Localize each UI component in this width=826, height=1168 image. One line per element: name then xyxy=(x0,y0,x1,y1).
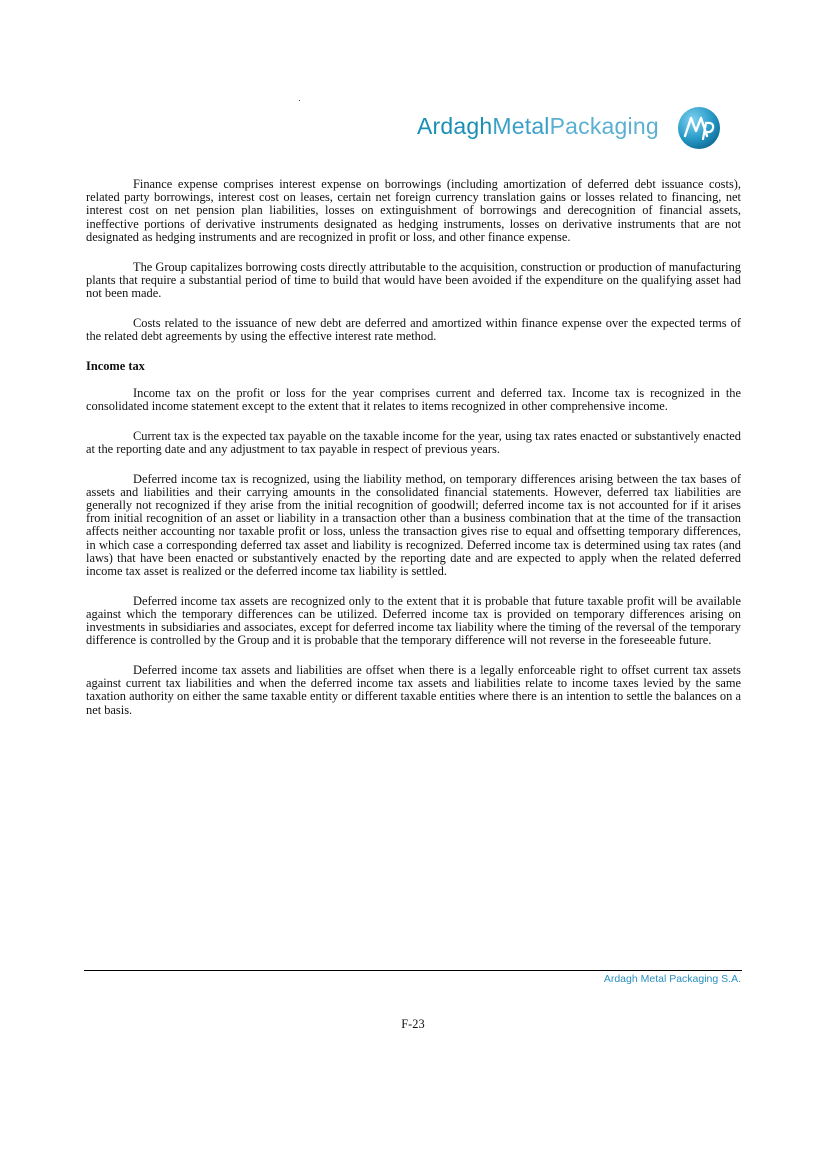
logo-word-ardagh: Ardagh xyxy=(417,113,493,139)
paragraph-deferred-tax-assets: Deferred income tax assets are recognized only to the extent that it is probable that future taxable profit will be available against which the temporary differences can be utilized. Deferred income tax is provided on temporary differences arising on investments in subsidiaries and associates, except for deferred income tax liability where the timing of the reversal of the temporary difference is controlled by the Group and it is probable that the temporary difference will not reverse in the foreseeable future. xyxy=(86,593,741,648)
paragraph-income-tax: Income tax on the profit or loss for the year comprises current and deferred tax. Income tax is recognized in the consolidated income statement except to the extent that it relates to items recognized in other comprehensive income. xyxy=(86,385,741,413)
paragraph-current-tax: Current tax is the expected tax payable on the taxable income for the year, using tax rates enacted or substantively enacted at the reporting date and any adjustment to tax payable in respect of previous years. xyxy=(86,428,741,456)
section-heading-income-tax: Income tax xyxy=(86,358,145,373)
logo-word-metal: Metal xyxy=(492,113,550,139)
logo-word-packaging: Packaging xyxy=(549,113,659,139)
footer-divider xyxy=(84,970,742,971)
paragraph-finance-expense: Finance expense comprises interest expense on borrowings (including amortization of deferred debt issuance costs), related party borrowings, interest cost on leases, certain net foreign currency translation gains or losses related to financing, net interest cost on net pension plan liabilities, losses on extinguishment of borrowings and derecognition of financial assets, ineffective portions of derivative instruments designated as hedging instruments, losses on derivative instruments that are not designated as hedging instruments and are recognized in profit or loss, and other finance expense. xyxy=(86,177,741,244)
paragraph-debt-issuance: Costs related to the issuance of new debt are deferred and amortized within finance expense over the expected terms of the related debt agreements by using the effective interest rate method. xyxy=(86,315,741,343)
footer-company-name: Ardagh Metal Packaging S.A. xyxy=(603,973,741,985)
stray-dot xyxy=(299,100,300,101)
paragraph-deferred-tax: Deferred income tax is recognized, using the liability method, on temporary differences arising between the tax bases of assets and liabilities and their carrying amounts in the consolidated financial statements. However, deferred tax liabilities are generally not recognized if they arise from the initial recognition of goodwill; deferred income tax is not accounted for if it arises from initial recognition of an asset or liability in a transaction other than a business combination that at the time of the transaction affects neither accounting nor taxable profit or loss, unless the transaction gives rise to equal and offsetting temporary differences, in which case a corresponding deferred tax asset and liability is recognized. Deferred income tax is determined using tax rates (and laws) that have been enacted or substantively enacted by the reporting date and are expected to apply when the related deferred income tax asset is realized or the deferred income tax liability is settled. xyxy=(86,471,741,578)
paragraph-offset: Deferred income tax assets and liabilities are offset when there is a legally enforceable right to offset current tax assets against current tax liabilities and when the deferred income tax assets and liabilities relate to income taxes levied by the same taxation authority on either the same taxable entity or different taxable entities where there is an intention to settle the balances on a net basis. xyxy=(86,662,741,717)
page-number: F-23 xyxy=(401,1017,425,1031)
paragraph-borrowing-costs: The Group capitalizes borrowing costs directly attributable to the acquisition, construction or production of manufacturing plants that require a substantial period of time to build that would have been avoided if the expenditure on the qualifying asset had not been made. xyxy=(86,259,741,300)
company-logo xyxy=(417,103,727,153)
document-body xyxy=(86,178,741,733)
logo-wordmark xyxy=(417,113,659,140)
amp-emblem-icon xyxy=(676,105,722,151)
